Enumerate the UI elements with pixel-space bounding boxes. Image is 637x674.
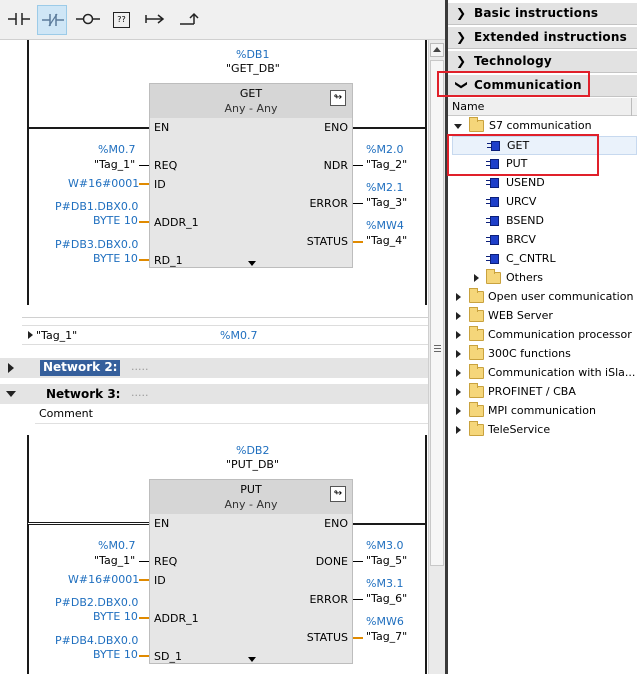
tree-label: BRCV	[506, 233, 536, 246]
db-name[interactable]: "GET_DB"	[226, 62, 280, 75]
category-basic-instructions[interactable]	[448, 3, 637, 25]
tree-mpi-communication[interactable]	[452, 402, 637, 421]
status-connector-3	[353, 637, 363, 639]
chevron-right-icon: ❯	[456, 54, 467, 68]
category-label: Technology	[474, 54, 552, 68]
req-connector	[139, 165, 149, 166]
right-power-rail-3	[425, 435, 427, 674]
comment-text[interactable]: Comment	[39, 407, 93, 420]
ndr-address: %M2.0	[366, 143, 404, 156]
expand-icon[interactable]	[456, 407, 461, 415]
tree-label: C_CNTRL	[506, 252, 556, 265]
eno-rung-right	[353, 127, 425, 129]
pin-ndr: NDR	[323, 159, 348, 172]
addr1-connector-3	[139, 617, 149, 619]
tree-teleservice[interactable]	[452, 421, 637, 440]
pin-eno: ENO	[324, 121, 348, 134]
req-connector-3	[139, 561, 149, 562]
folder-icon	[469, 367, 484, 379]
expand-network-3-icon[interactable]	[6, 391, 16, 397]
watch-tag: "Tag_1"	[36, 329, 78, 342]
pin-error-3: ERROR	[309, 593, 348, 606]
chevron-down-icon: ❯	[455, 79, 470, 91]
expand-icon[interactable]	[456, 331, 461, 339]
addr1-operand-3[interactable]: P#DB2.DBX0.0	[55, 596, 139, 609]
pin-status: STATUS	[306, 235, 348, 248]
empty-box-label: ??	[113, 12, 130, 28]
network-3-header[interactable]	[0, 384, 428, 404]
db-address: %DB1	[236, 48, 270, 61]
status-tag-3[interactable]: "Tag_7"	[366, 630, 408, 643]
pin-sd1: SD_1	[154, 650, 182, 663]
right-power-rail	[425, 40, 427, 305]
coil-icon[interactable]	[72, 5, 102, 35]
editor-scrollbar[interactable]	[428, 40, 445, 674]
folder-icon	[469, 348, 484, 360]
type-separator: -	[249, 102, 253, 115]
pin-req: REQ	[154, 159, 178, 172]
id-value-3[interactable]: W#16#0001	[68, 573, 140, 586]
en-rung-left-3	[28, 522, 149, 525]
instruction-block-icon	[486, 216, 500, 226]
status-tag[interactable]: "Tag_4"	[366, 234, 408, 247]
expand-icon[interactable]	[456, 312, 461, 320]
instruction-block-icon	[486, 254, 500, 264]
pin-done: DONE	[315, 555, 348, 568]
expand-icon[interactable]	[456, 350, 461, 358]
id-value[interactable]: W#16#0001	[68, 177, 140, 190]
tree-label: Communication processor	[488, 328, 632, 341]
network-2-title[interactable]: .....	[131, 360, 149, 373]
pin-id: ID	[154, 178, 166, 191]
network-3-comment[interactable]	[35, 404, 428, 424]
ladder-toolbar	[0, 0, 445, 40]
addr1-length: BYTE 10	[93, 214, 138, 227]
close-branch-icon[interactable]	[174, 5, 204, 35]
tree-label: BSEND	[506, 214, 544, 227]
instruction-block-icon	[486, 197, 500, 207]
id-connector-3	[139, 579, 149, 581]
pin-addr1: ADDR_1	[154, 216, 199, 229]
category-label: Extended instructions	[474, 30, 627, 44]
instruction-block-icon	[486, 178, 500, 188]
addr1-operand[interactable]: P#DB1.DBX0.0	[55, 200, 139, 213]
ndr-connector	[353, 165, 363, 166]
folder-icon	[486, 272, 501, 284]
block-header	[150, 84, 352, 118]
ladder-editor[interactable]	[0, 40, 428, 674]
tree-label: USEND	[506, 176, 545, 189]
network-2-label[interactable]: Network 2:	[40, 360, 120, 376]
done-tag[interactable]: "Tag_5"	[366, 554, 408, 567]
collapse-network-2-icon[interactable]	[8, 363, 14, 373]
expand-icon[interactable]	[456, 369, 461, 377]
tree-others[interactable]	[452, 269, 637, 288]
expand-icon[interactable]	[28, 331, 33, 339]
folder-icon	[469, 386, 484, 398]
addr1-connector	[139, 221, 149, 223]
tree-web-server[interactable]	[452, 307, 637, 326]
left-power-rail	[27, 40, 29, 305]
expand-icon[interactable]	[456, 293, 461, 301]
block-header-3	[150, 480, 352, 514]
expand-block-icon-3[interactable]	[248, 657, 256, 662]
expand-icon[interactable]	[474, 274, 479, 282]
type-any-right[interactable]: Any	[256, 102, 278, 115]
folder-icon	[469, 424, 484, 436]
rd1-connector	[139, 259, 149, 261]
pin-en-3: EN	[154, 517, 170, 530]
type-any-right-3[interactable]: Any	[256, 498, 278, 511]
tree-item-c-cntrl[interactable]	[452, 250, 637, 269]
folder-icon	[469, 405, 484, 417]
collapse-icon[interactable]	[454, 124, 462, 129]
folder-icon	[469, 120, 484, 132]
column-header[interactable]	[448, 98, 637, 116]
folder-icon	[469, 329, 484, 341]
rd1-length: BYTE 10	[93, 252, 138, 265]
tree-label: TeleService	[488, 423, 551, 436]
tree-label: URCV	[506, 195, 537, 208]
scroll-up-button[interactable]	[430, 43, 444, 57]
expand-icon[interactable]	[456, 388, 461, 396]
status-address-3: %MW6	[366, 615, 404, 628]
tree-communication-with-islave[interactable]	[452, 364, 637, 383]
eno-rung-right-3	[353, 523, 425, 525]
watch-address: %M0.7	[220, 329, 258, 342]
pin-en: EN	[154, 121, 170, 134]
req-tag[interactable]: "Tag_1"	[94, 158, 136, 171]
sd1-operand[interactable]: P#DB4.DBX0.0	[55, 634, 139, 647]
instructions-pane	[448, 0, 637, 674]
normally-closed-contact-icon[interactable]	[37, 5, 67, 35]
tree-300c-functions[interactable]	[452, 345, 637, 364]
type-any-left-3[interactable]: Any	[224, 498, 246, 511]
error-tag[interactable]: "Tag_3"	[366, 196, 408, 209]
get-function-block[interactable]	[149, 83, 353, 268]
pin-req-3: REQ	[154, 555, 178, 568]
sd1-length: BYTE 10	[93, 648, 138, 661]
tree-label: GET	[507, 139, 530, 152]
network-2-header[interactable]	[0, 358, 428, 378]
req-address: %M0.7	[98, 143, 136, 156]
network-3-label[interactable]: Network 3:	[46, 387, 121, 401]
instruction-block-icon	[486, 235, 500, 245]
category-technology[interactable]	[448, 51, 637, 73]
block-properties-icon-3[interactable]: ↬	[330, 486, 346, 502]
tree-label: PUT	[506, 157, 528, 170]
block-type-selector-3[interactable]	[150, 498, 352, 511]
scroll-thumb[interactable]	[430, 60, 444, 566]
block-properties-icon[interactable]: ↬	[330, 90, 346, 106]
tree-label: Open user communication	[488, 290, 634, 303]
error-tag-3[interactable]: "Tag_6"	[366, 592, 408, 605]
category-label: Communication	[474, 78, 582, 92]
done-address: %M3.0	[366, 539, 404, 552]
expand-block-icon[interactable]	[248, 261, 256, 266]
pin-eno-3: ENO	[324, 517, 348, 530]
ndr-tag[interactable]: "Tag_2"	[366, 158, 408, 171]
block-title: GET	[239, 87, 263, 100]
folder-icon	[469, 310, 484, 322]
tree-open-user-communication[interactable]	[452, 288, 637, 307]
pin-id-3: ID	[154, 574, 166, 587]
watch-row[interactable]	[22, 325, 428, 345]
put-function-block[interactable]	[149, 479, 353, 664]
rd1-operand[interactable]: P#DB3.DBX0.0	[55, 238, 139, 251]
tree-communication-processor[interactable]	[452, 326, 637, 345]
type-any-left[interactable]: Any	[224, 102, 246, 115]
error-address-3: %M3.1	[366, 577, 404, 590]
network-3-title[interactable]: .....	[131, 386, 149, 399]
tree-item-bsend[interactable]	[452, 212, 637, 231]
tree-label: 300C functions	[488, 347, 571, 360]
status-connector	[353, 241, 363, 243]
type-separator-3: -	[249, 498, 253, 511]
error-address: %M2.1	[366, 181, 404, 194]
sd1-connector	[139, 655, 149, 657]
highlight-communication	[437, 71, 590, 97]
addr1-length-3: BYTE 10	[93, 610, 138, 623]
req-address-3: %M0.7	[98, 539, 136, 552]
error-connector-3	[353, 599, 363, 600]
pin-error: ERROR	[309, 197, 348, 210]
pin-addr1-3: ADDR_1	[154, 612, 199, 625]
tree-label: PROFINET / CBA	[488, 385, 576, 398]
tree-item-urcv[interactable]	[452, 193, 637, 212]
done-connector	[353, 561, 363, 562]
watch-separator-top	[22, 317, 428, 318]
open-branch-icon[interactable]	[140, 5, 170, 35]
chevron-right-icon: ❯	[456, 6, 467, 20]
column-header-name: Name	[452, 100, 485, 113]
block-title-3: PUT	[240, 483, 262, 496]
expand-icon[interactable]	[456, 426, 461, 434]
pin-rd1: RD_1	[154, 254, 183, 267]
category-extended-instructions[interactable]	[448, 27, 637, 49]
chevron-right-icon: ❯	[456, 30, 467, 44]
status-address: %MW4	[366, 219, 404, 232]
db-name-3[interactable]: "PUT_DB"	[226, 458, 280, 471]
folder-icon	[469, 291, 484, 303]
pin-status-3: STATUS	[306, 631, 348, 644]
tree-item-usend[interactable]	[452, 174, 637, 193]
tree-label: WEB Server	[488, 309, 553, 322]
error-connector	[353, 203, 363, 204]
block-type-selector[interactable]	[150, 102, 352, 115]
tree-label: Others	[506, 271, 543, 284]
highlight-get-put	[447, 134, 599, 176]
db-address-3: %DB2	[236, 444, 270, 457]
id-connector	[139, 183, 149, 185]
empty-box-icon[interactable]	[107, 5, 137, 35]
req-tag-3[interactable]: "Tag_1"	[94, 554, 136, 567]
normally-open-contact-icon[interactable]	[4, 5, 34, 35]
en-rung-left	[28, 127, 149, 129]
left-power-rail-3	[27, 435, 29, 674]
tree-profinet-cba[interactable]	[452, 383, 637, 402]
tree-label: Communication with iSla...	[488, 366, 636, 379]
category-label: Basic instructions	[474, 6, 599, 20]
tree-label: S7 communication	[489, 119, 592, 132]
tree-item-brcv[interactable]	[452, 231, 637, 250]
tree-label: MPI communication	[488, 404, 596, 417]
